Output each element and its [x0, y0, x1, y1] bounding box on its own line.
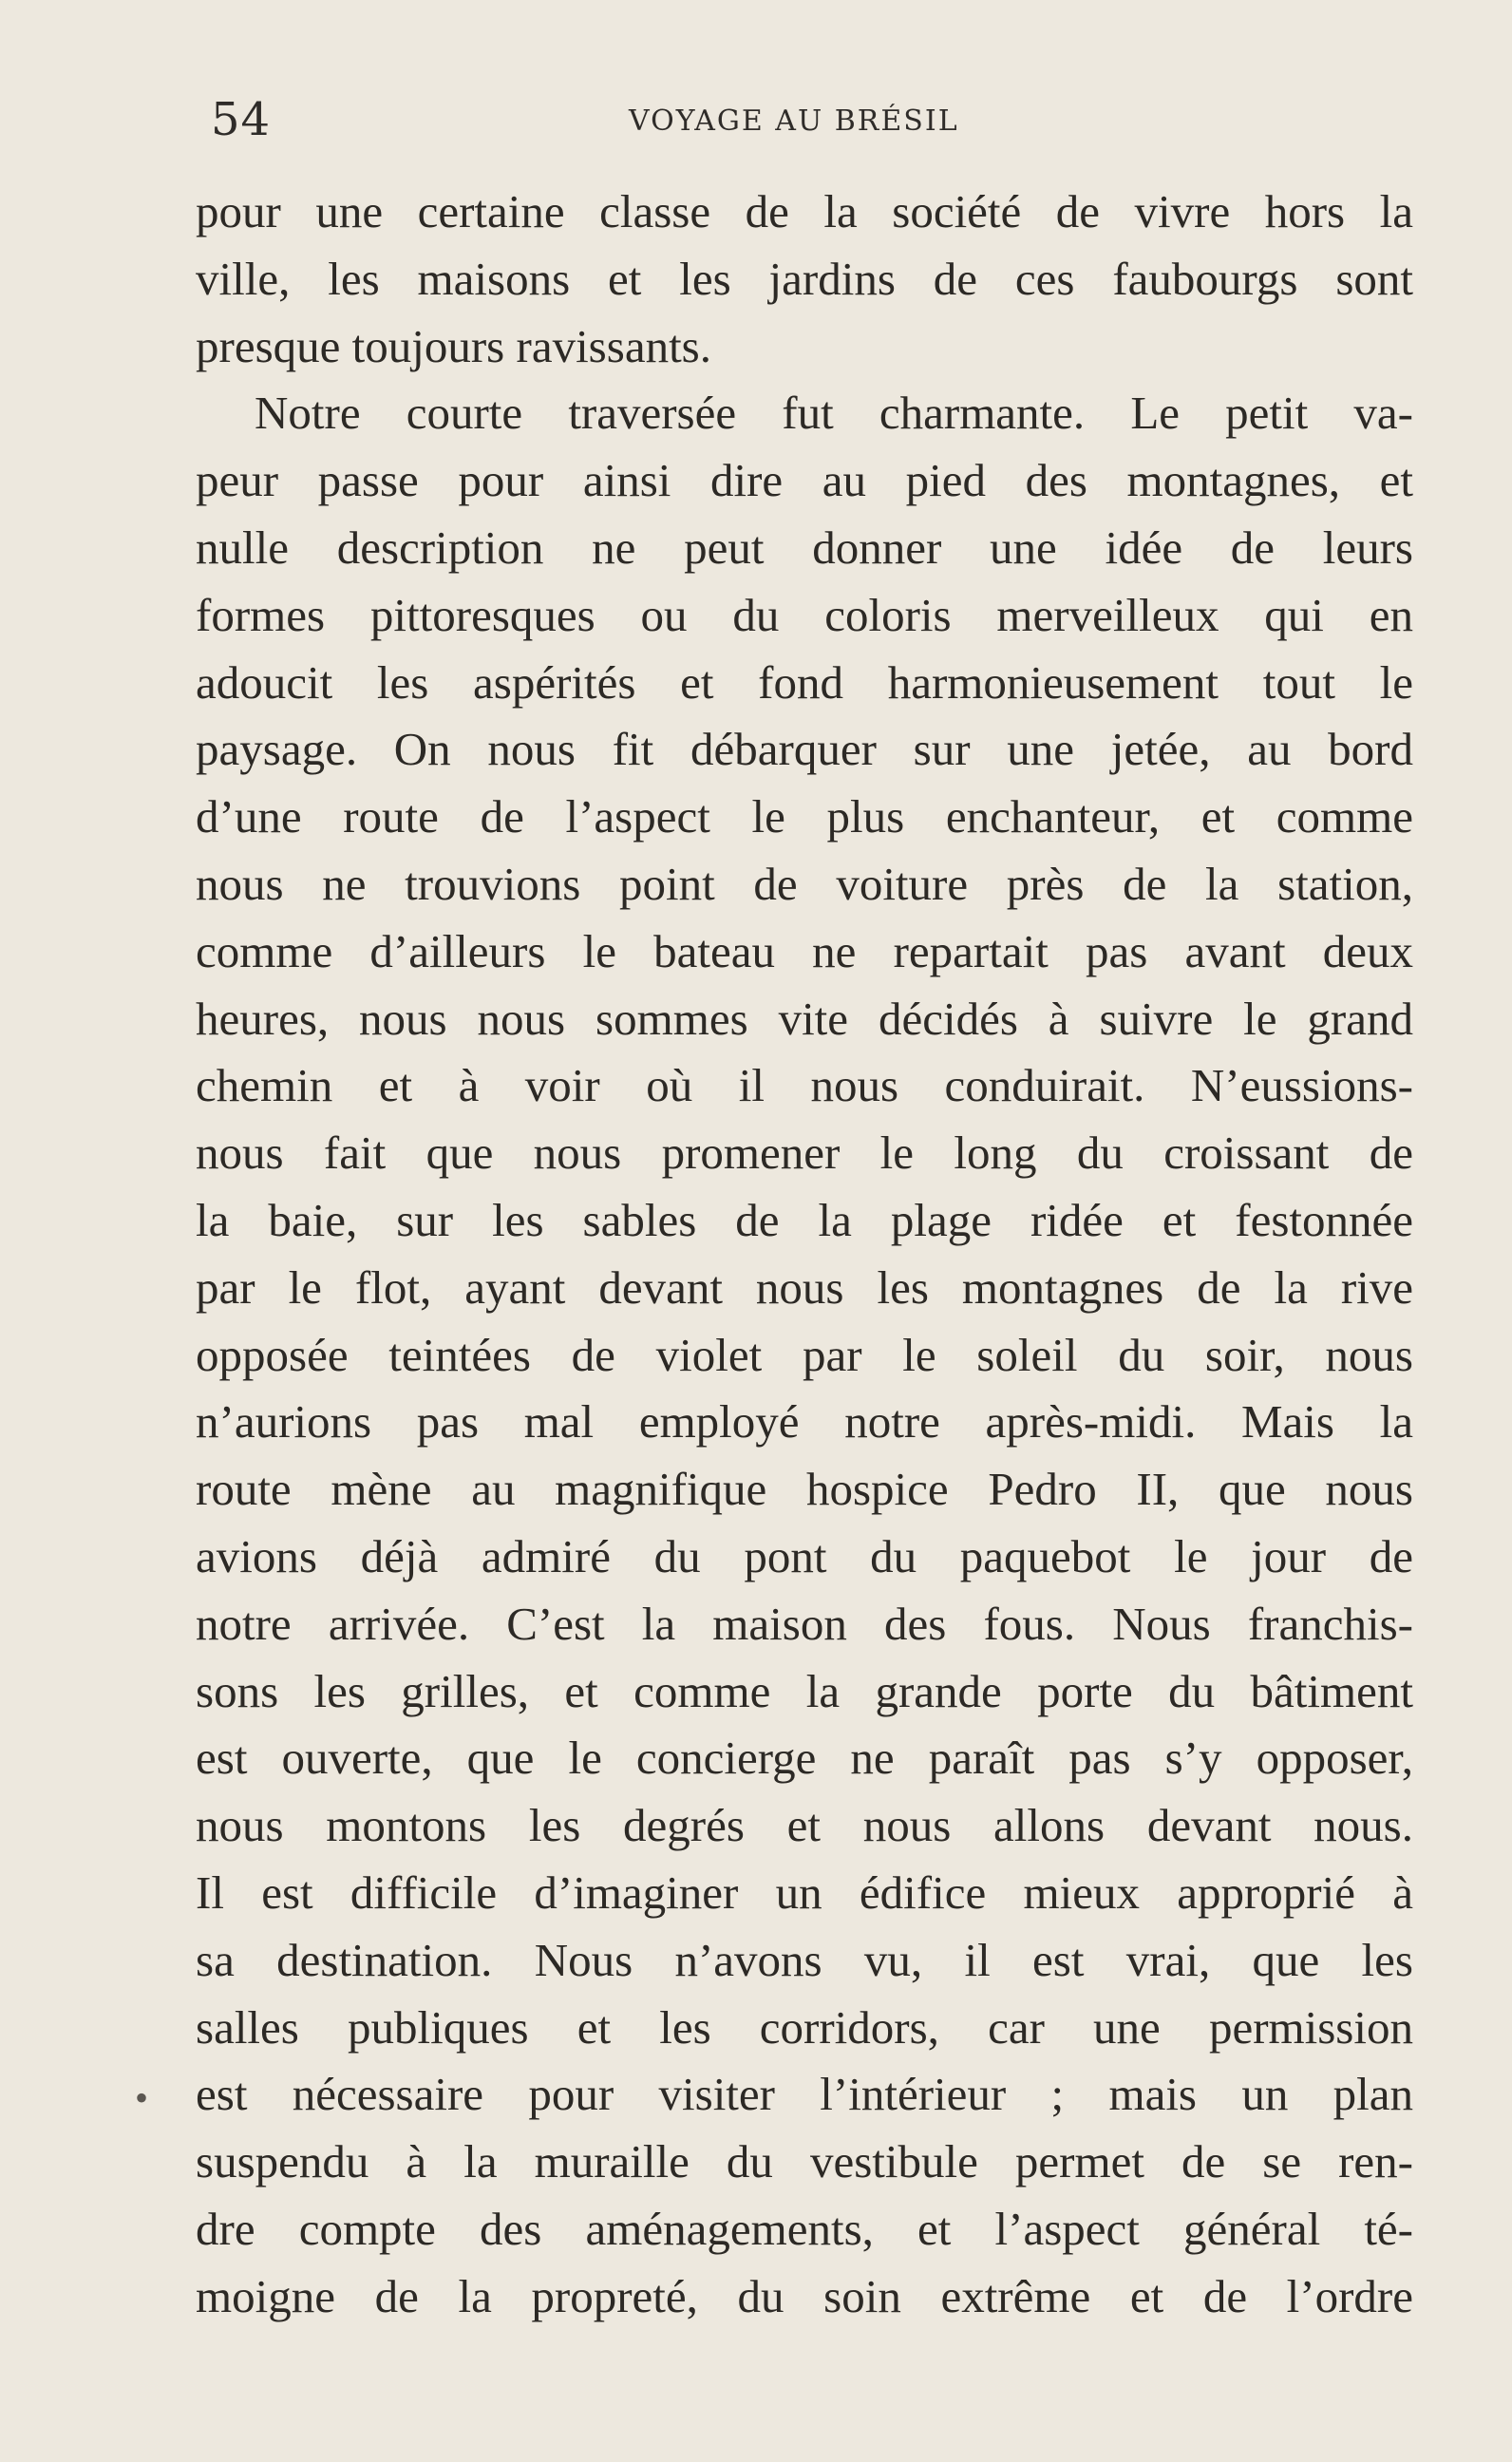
text-line: Notre courte traversée fut charmante. Le petit va- [255, 387, 1413, 440]
text-line: opposée teintées de violet par le soleil du soir, nous [196, 1328, 1413, 1381]
running-title: VOYAGE AU BRÉSIL [629, 104, 959, 138]
text-line: la baie, sur les sables de la plage ridée et festonnée [196, 1193, 1413, 1246]
text-line: sa destination. Nous n’avons vu, il est vrai, que les [196, 1933, 1413, 1986]
text-line: comme d’ailleurs le bateau ne repartait pas avant deux [196, 924, 1413, 977]
body-text [196, 179, 1413, 2331]
text-line: route mène au magnifique hospice Pedro II, que nous [196, 1463, 1413, 1516]
text-line: nous fait que nous promener le long du croissant de [196, 1127, 1413, 1180]
text-line: nous ne trouvions point de voiture près de la station, [196, 857, 1413, 910]
text-line: paysage. On nous fit débarquer sur une jetée, au bord [196, 723, 1413, 776]
text-line: sons les grilles, et comme la grande porte du bâtiment [196, 1664, 1413, 1717]
text-line: notre arrivée. C’est la maison des fous. Nous franchis- [196, 1597, 1413, 1650]
text-line: pour une certaine classe de la société de vivre hors la [196, 185, 1413, 237]
text-line: chemin et à voir où il nous conduirait. N’eussions- [196, 1059, 1413, 1112]
text-line: Il est difficile d’imaginer un édifice mieux approprié à [196, 1865, 1413, 1919]
page-header [211, 91, 1408, 148]
text-line: moigne de la propreté, du soin extrême et de l’ordre [196, 2269, 1413, 2322]
text-line: dre compte des aménagements, et l’aspect général té- [196, 2202, 1413, 2255]
text-line: d’une route de l’aspect le plus enchanteur, et comme [196, 790, 1413, 843]
text-line: nous montons les degrés et nous allons devant nous. [196, 1799, 1413, 1852]
text-line: suspendu à la muraille du vestibule permet de se ren- [196, 2135, 1413, 2188]
text-line: avions déjà admiré du pont du paquebot le jour de [196, 1529, 1413, 1582]
text-line: est ouverte, que le concierge ne paraît pas s’y opposer, [196, 1732, 1413, 1785]
text-line: nulle description ne peut donner une idée de leurs [196, 521, 1413, 574]
text-line: heures, nous nous sommes vite décidés à suivre le grand [196, 992, 1413, 1045]
text-line: n’aurions pas mal employé notre après-midi. Mais la [196, 1395, 1413, 1449]
text-line: adoucit les aspérités et fond harmonieusement tout le [196, 655, 1413, 709]
text-line: salles publiques et les corridors, car une permission [196, 2000, 1413, 2054]
text-line: par le flot, ayant devant nous les montagnes de la rive [196, 1260, 1413, 1314]
text-line: ville, les maisons et les jardins de ces faubourgs sont [196, 252, 1413, 305]
margin-mark: • [135, 2076, 149, 2119]
text-line: est nécessaire pour visiter l’intérieur ; mais un plan [196, 2068, 1413, 2121]
text-line: peur passe pour ainsi dire au pied des montagnes, et [196, 454, 1413, 507]
text-line: formes pittoresques ou du coloris merveilleux qui en [196, 588, 1413, 641]
page-number: 54 [211, 93, 272, 146]
text-line: presque toujours ravissants. [196, 319, 711, 372]
